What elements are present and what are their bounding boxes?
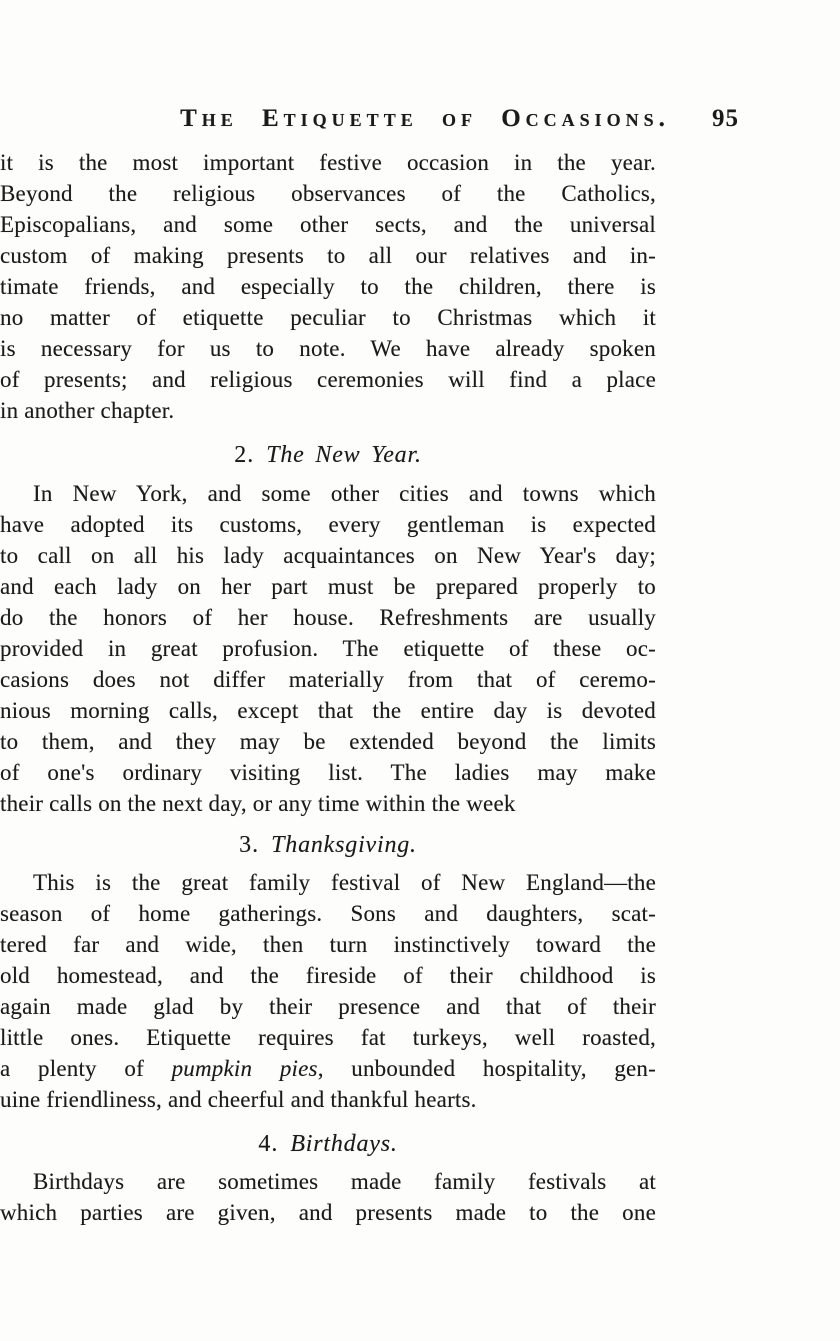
text-line: uine friendliness, and cheerful and thankful hearts. [0,1087,477,1112]
text-line: which parties are given, and presents made to the one [0,1200,656,1225]
text-line: old homestead, and the fireside of their childhood is [0,963,656,988]
text-line: do the honors of her house. Refreshments are usually [0,605,656,630]
text-line: of presents; and religious ceremonies will find a place [0,367,656,392]
section-title: The New Year. [266,442,422,468]
section-heading-birthdays [0,1129,656,1160]
italic-phrase: pumpkin pies [171,1056,318,1081]
text-line: to call on all his lady acquaintances on New Year's day; [0,543,656,568]
text-line: timate friends, and especially to the children, there is [0,274,656,299]
text-line: of one's ordinary visiting list. The ladies may make [0,760,656,785]
running-header-title: The Etiquette of Occasions. [180,105,670,132]
text-line: is necessary for us to note. We have already spoken [0,336,656,361]
section-title: Birthdays. [290,1131,398,1157]
paragraph-new-year [0,478,656,819]
page-number: 95 [712,105,739,132]
paragraph-thanksgiving [0,867,656,1115]
text-line: custom of making presents to all our relatives and in- [0,243,656,268]
text-line: In New York, and some other cities and towns which [33,481,656,506]
text-line: and each lady on her part must be prepared properly to [0,574,656,599]
text-line: Birthdays are sometimes made family festivals at [33,1169,656,1194]
running-header [97,104,753,138]
text-line: casions does not differ materially from that of ceremo- [0,667,656,692]
text-line: it is the most important festive occasion in the year. [0,150,656,175]
text-line-with-italic [0,1053,656,1084]
section-heading-thanksgiving [0,830,656,861]
text-line: This is the great family festival of New England—the [33,870,656,895]
text-line: their calls on the next day, or any time within the week [0,791,516,816]
section-title: Thanksgiving. [271,832,417,858]
text-line: Episcopalians, and some other sects, and the universal [0,212,656,237]
text-line: have adopted its customs, every gentleman is expected [0,512,656,537]
text-line: in another chapter. [0,398,175,423]
text-line: nious morning calls, except that the entire day is devoted [0,698,656,723]
section-number: 3. [239,832,260,858]
paragraph-christmas [0,147,656,426]
text-segment: , unbounded hospitality, gen- [317,1056,656,1081]
section-number: 4. [258,1131,279,1157]
text-line: tered far and wide, then turn instinctively toward the [0,932,656,957]
text-line: season of home gatherings. Sons and daughters, scat- [0,901,656,926]
section-number: 2. [234,442,255,468]
section-heading-new-year [0,440,656,471]
text-line: again made glad by their presence and that of their [0,994,656,1019]
text-line: Beyond the religious observances of the Catholics, [0,181,656,206]
text-line: provided in great profusion. The etiquette of these oc- [0,636,656,661]
text-segment: a plenty of [0,1056,172,1081]
text-line: little ones. Etiquette requires fat turkeys, well roasted, [0,1025,656,1050]
text-line: no matter of etiquette peculiar to Christmas which it [0,305,656,330]
paragraph-birthdays [0,1166,656,1228]
text-line: to them, and they may be extended beyond the limits [0,729,656,754]
